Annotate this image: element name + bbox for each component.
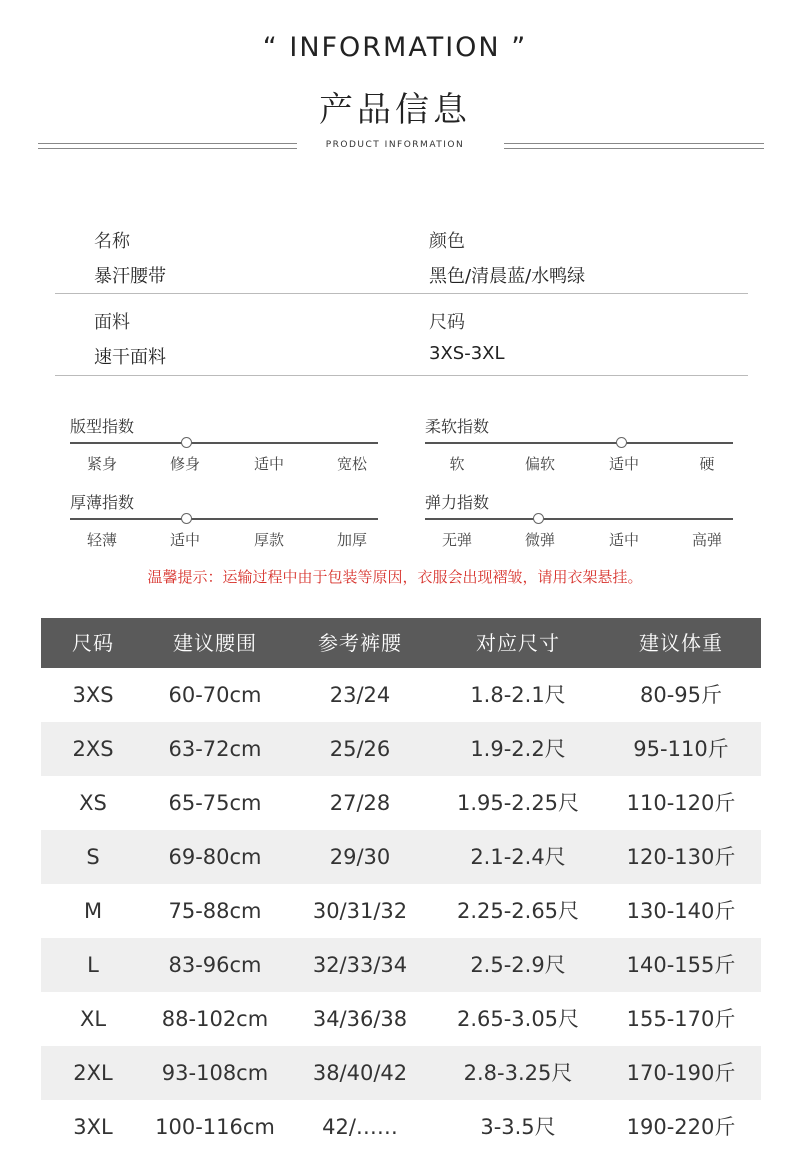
index-tick: 厚款 <box>253 531 284 549</box>
table-cell: 93-108cm <box>161 1061 269 1085</box>
table-cell: 170-190斤 <box>626 1061 736 1085</box>
table-cell: 2XS <box>72 737 114 761</box>
table-cell: 80-95斤 <box>639 683 723 707</box>
table-row <box>41 884 761 938</box>
softness-index <box>425 414 733 474</box>
table-cell: L <box>87 953 99 977</box>
table-cell: 60-70cm <box>168 683 262 707</box>
table-cell: XS <box>79 791 107 815</box>
index-tick: 无弹 <box>441 531 472 549</box>
fit-index <box>70 414 378 474</box>
table-header-cell: 建议体重 <box>639 631 723 655</box>
index-tick: 软 <box>449 455 465 473</box>
table-cell: 2.25-2.65尺 <box>456 899 580 923</box>
fabric-value: 速干面料 <box>94 347 166 368</box>
index-track <box>425 442 733 444</box>
info-divider <box>55 293 748 294</box>
table-cell: 23/24 <box>329 683 391 707</box>
index-tick: 偏软 <box>524 455 555 473</box>
table-cell: 83-96cm <box>168 953 262 977</box>
table-cell: XL <box>79 1007 107 1031</box>
index-tick: 适中 <box>169 531 200 549</box>
table-row <box>41 722 761 776</box>
table-cell: 29/30 <box>329 845 391 869</box>
header-title-cn: 产品信息 <box>319 90 471 130</box>
index-tick: 轻薄 <box>86 531 117 549</box>
index-knob <box>181 513 192 524</box>
table-header-cell: 参考裤腰 <box>318 631 402 655</box>
table-cell: 88-102cm <box>161 1007 269 1031</box>
table-cell: 1.95-2.25尺 <box>456 791 580 815</box>
table-cell: M <box>83 899 103 923</box>
color-label: 颜色 <box>429 231 465 252</box>
index-tick: 宽松 <box>336 455 367 473</box>
index-title: 版型指数 <box>70 417 135 436</box>
table-row <box>41 1100 761 1154</box>
table-cell: 2XL <box>73 1061 113 1085</box>
thickness-index <box>70 490 378 550</box>
fabric-label: 面料 <box>94 312 130 333</box>
table-cell: 3-3.5尺 <box>480 1115 556 1139</box>
name-value: 暴汗腰带 <box>94 266 166 287</box>
table-cell: 155-170斤 <box>626 1007 736 1031</box>
table-row <box>41 992 761 1046</box>
elasticity-index <box>425 490 733 550</box>
index-tick: 适中 <box>608 455 639 473</box>
table-cell: 110-120斤 <box>626 791 736 815</box>
table-cell: 32/33/34 <box>312 953 408 977</box>
index-title: 弹力指数 <box>425 493 490 512</box>
table-row <box>41 668 761 722</box>
table-cell: 38/40/42 <box>312 1061 408 1085</box>
table-cell: 2.8-3.25尺 <box>463 1061 573 1085</box>
index-track <box>425 518 733 520</box>
care-notice: 温馨提示：运输过程中由于包装等原因，衣服会出现褶皱，请用衣架悬挂。 <box>147 568 643 586</box>
index-knob <box>181 437 192 448</box>
index-tick: 适中 <box>253 455 284 473</box>
table-cell: 95-110斤 <box>633 737 729 761</box>
table-cell: 2.5-2.9尺 <box>470 953 566 977</box>
header-title-en: “ INFORMATION ” <box>262 32 528 63</box>
table-cell: 69-80cm <box>168 845 262 869</box>
table-cell: 3XS <box>72 683 114 707</box>
table-cell: 75-88cm <box>168 899 262 923</box>
header-subtitle: PRODUCT INFORMATION <box>325 140 465 150</box>
index-tick: 高弹 <box>691 531 722 549</box>
table-cell: 42/…… <box>322 1115 398 1139</box>
table-row <box>41 776 761 830</box>
table-cell: 27/28 <box>329 791 391 815</box>
table-cell: 1.8-2.1尺 <box>470 683 566 707</box>
index-knob <box>533 513 544 524</box>
table-cell: 63-72cm <box>168 737 262 761</box>
table-cell: 2.65-3.05尺 <box>456 1007 580 1031</box>
index-tick: 紧身 <box>86 455 117 473</box>
table-header-cell: 对应尺寸 <box>476 631 560 655</box>
index-title: 厚薄指数 <box>70 493 135 512</box>
table-header-cell: 尺码 <box>72 631 114 655</box>
table-row <box>41 938 761 992</box>
name-label: 名称 <box>94 231 130 252</box>
table-cell: 2.1-2.4尺 <box>470 845 566 869</box>
index-knob <box>616 437 627 448</box>
table-cell: 130-140斤 <box>626 899 736 923</box>
table-cell: S <box>86 845 100 869</box>
table-row <box>41 1046 761 1100</box>
table-cell: 3XL <box>73 1115 113 1139</box>
index-tick: 加厚 <box>336 531 367 549</box>
table-body <box>41 668 761 1154</box>
info-divider <box>55 375 748 376</box>
table-cell: 25/26 <box>329 737 391 761</box>
index-title: 柔软指数 <box>425 417 490 436</box>
table-row <box>41 830 761 884</box>
size-value: 3XS-3XL <box>429 343 505 364</box>
header-right-divider <box>504 143 764 149</box>
index-tick: 微弹 <box>524 531 555 549</box>
index-tick: 修身 <box>169 455 200 473</box>
table-cell: 34/36/38 <box>312 1007 408 1031</box>
table-cell: 190-220斤 <box>626 1115 736 1139</box>
index-track <box>70 442 378 444</box>
index-tick: 硬 <box>699 455 715 473</box>
table-cell: 1.9-2.2尺 <box>470 737 566 761</box>
table-cell: 65-75cm <box>168 791 262 815</box>
table-header-cell: 建议腰围 <box>173 631 257 655</box>
table-header <box>41 618 761 668</box>
size-label: 尺码 <box>429 312 465 333</box>
table-cell: 120-130斤 <box>626 845 736 869</box>
index-tick: 适中 <box>608 531 639 549</box>
index-track <box>70 518 378 520</box>
table-cell: 30/31/32 <box>312 899 408 923</box>
table-cell: 100-116cm <box>155 1115 275 1139</box>
table-cell: 140-155斤 <box>626 953 736 977</box>
color-value: 黑色/清晨蓝/水鸭绿 <box>429 266 586 287</box>
size-table <box>41 618 761 1154</box>
